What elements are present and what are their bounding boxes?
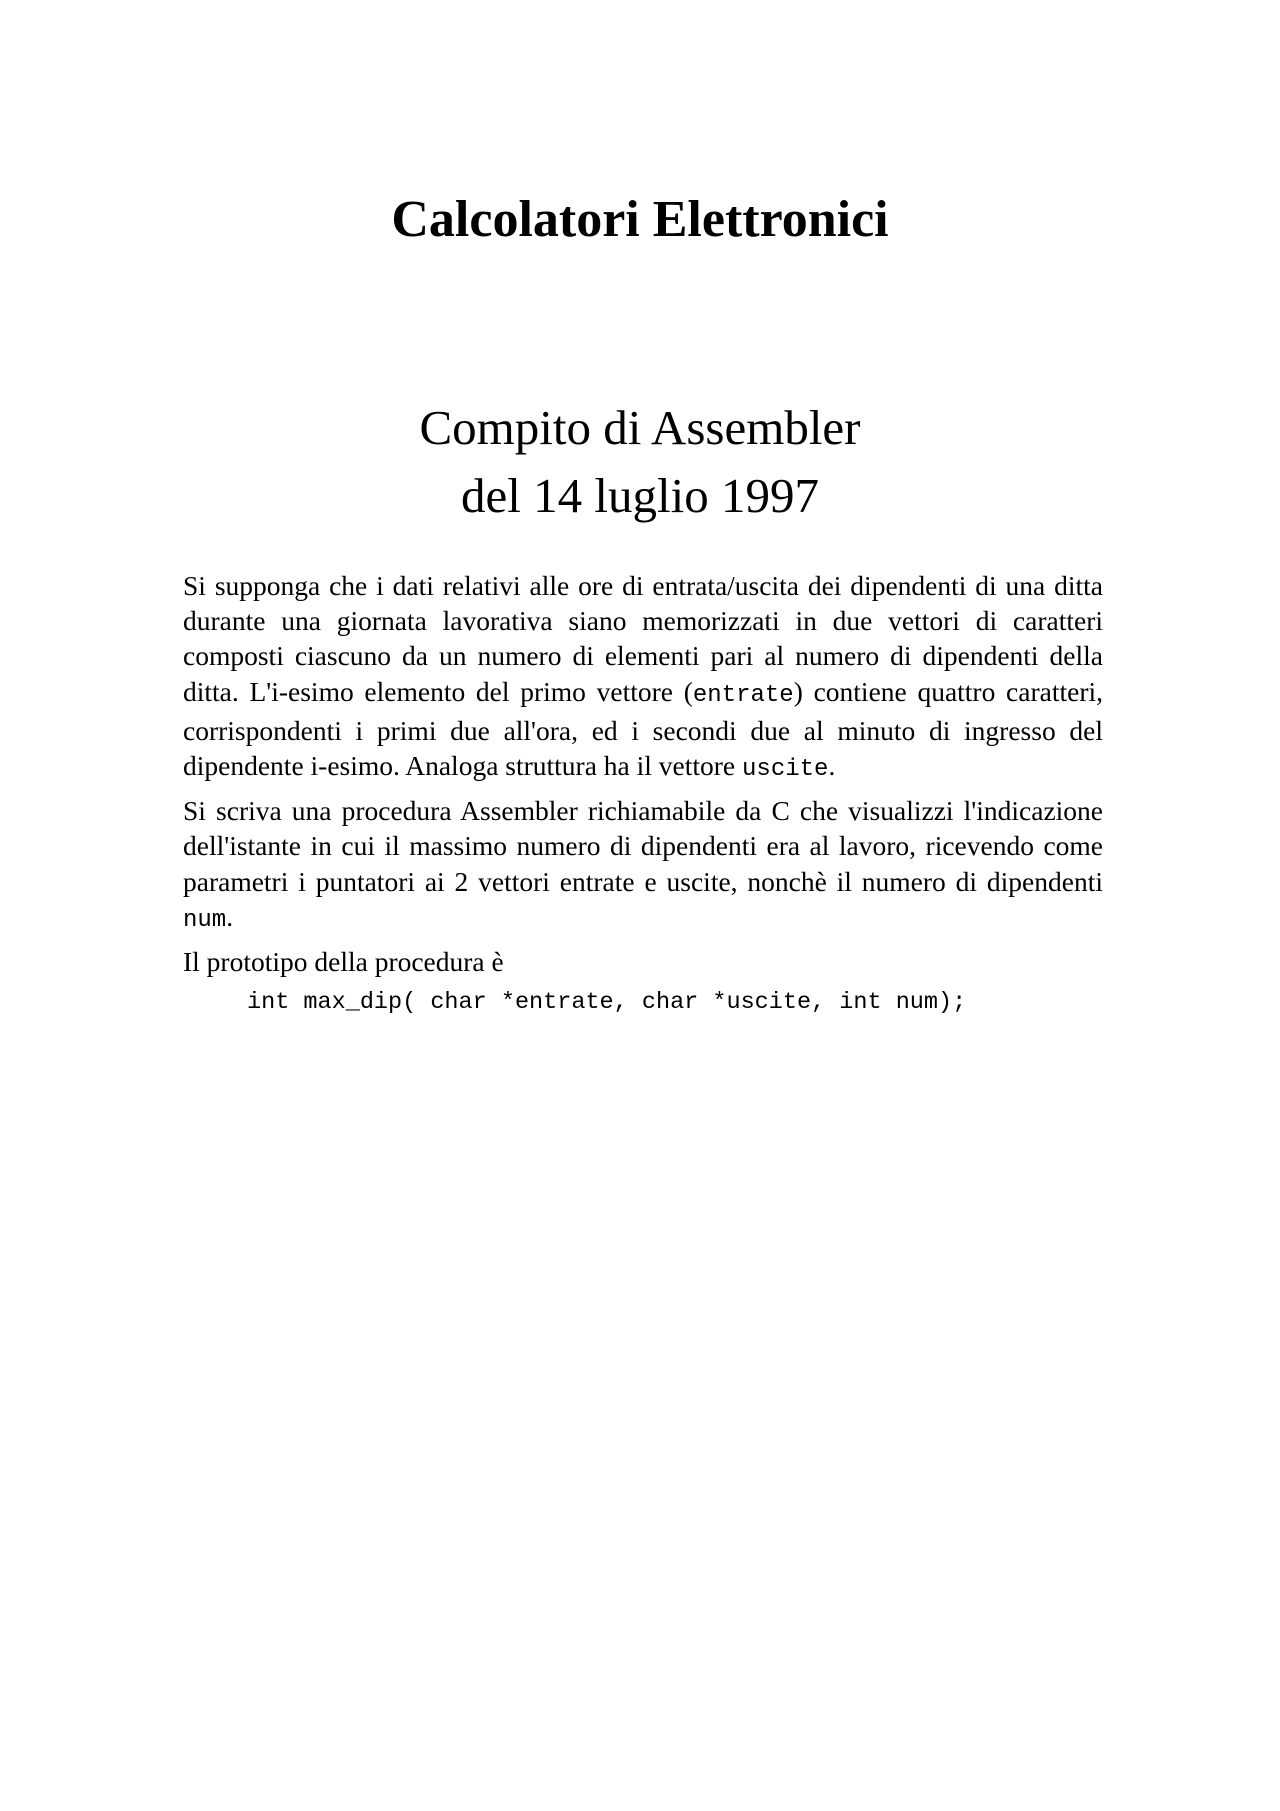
paragraph1-text-a: Si supponga che i dati relativi alle ore di entrata/uscita dei dipendenti di una ditta durante una giornata lavorativa siano memorizzati in due vettori di caratteri composti ciascuno da un numero di elementi pari al numero di dipendenti della ditta. L'i-esimo elemento del primo vettore ( (183, 570, 1103, 707)
code-entrate: entrate (692, 681, 794, 709)
exercise-text (183, 568, 1103, 1020)
paragraph1-text-b: ) contiene quattro caratteri, corrispondenti i primi due all'ora, ed i secondi due al minuto di ingresso del dipendente i-esimo. Analoga struttura ha il vettore (183, 675, 1103, 782)
paragraph-data-description (183, 568, 1103, 787)
exam-title-line-2: del 14 luglio 1997 (461, 468, 819, 523)
course-title: Calcolatori Elettronici (391, 191, 889, 248)
paragraph1-text-c: . (828, 750, 836, 782)
paragraph-task (183, 793, 1103, 938)
exam-title-line-1: Compito di Assembler (419, 400, 861, 455)
paragraph2-text-a: Si scriva una procedura Assembler richiamabile da C che visualizzi l'indicazione dell'istante in cui il massimo numero di dipendenti era al lavoro, ricevendo come parametri i puntatori ai 2 vettori entrate e uscite, nonchè il numero di dipendenti (183, 795, 1103, 897)
code-uscite: uscite (742, 756, 829, 784)
prototype-code: int max_dip( char *entrate, char *uscite, int num); (247, 989, 967, 1017)
code-num: num (183, 906, 227, 934)
exam-title (0, 394, 1280, 530)
paragraph2-text-b: . (226, 900, 234, 932)
prototype-intro: Il prototipo della procedura è (183, 946, 504, 978)
